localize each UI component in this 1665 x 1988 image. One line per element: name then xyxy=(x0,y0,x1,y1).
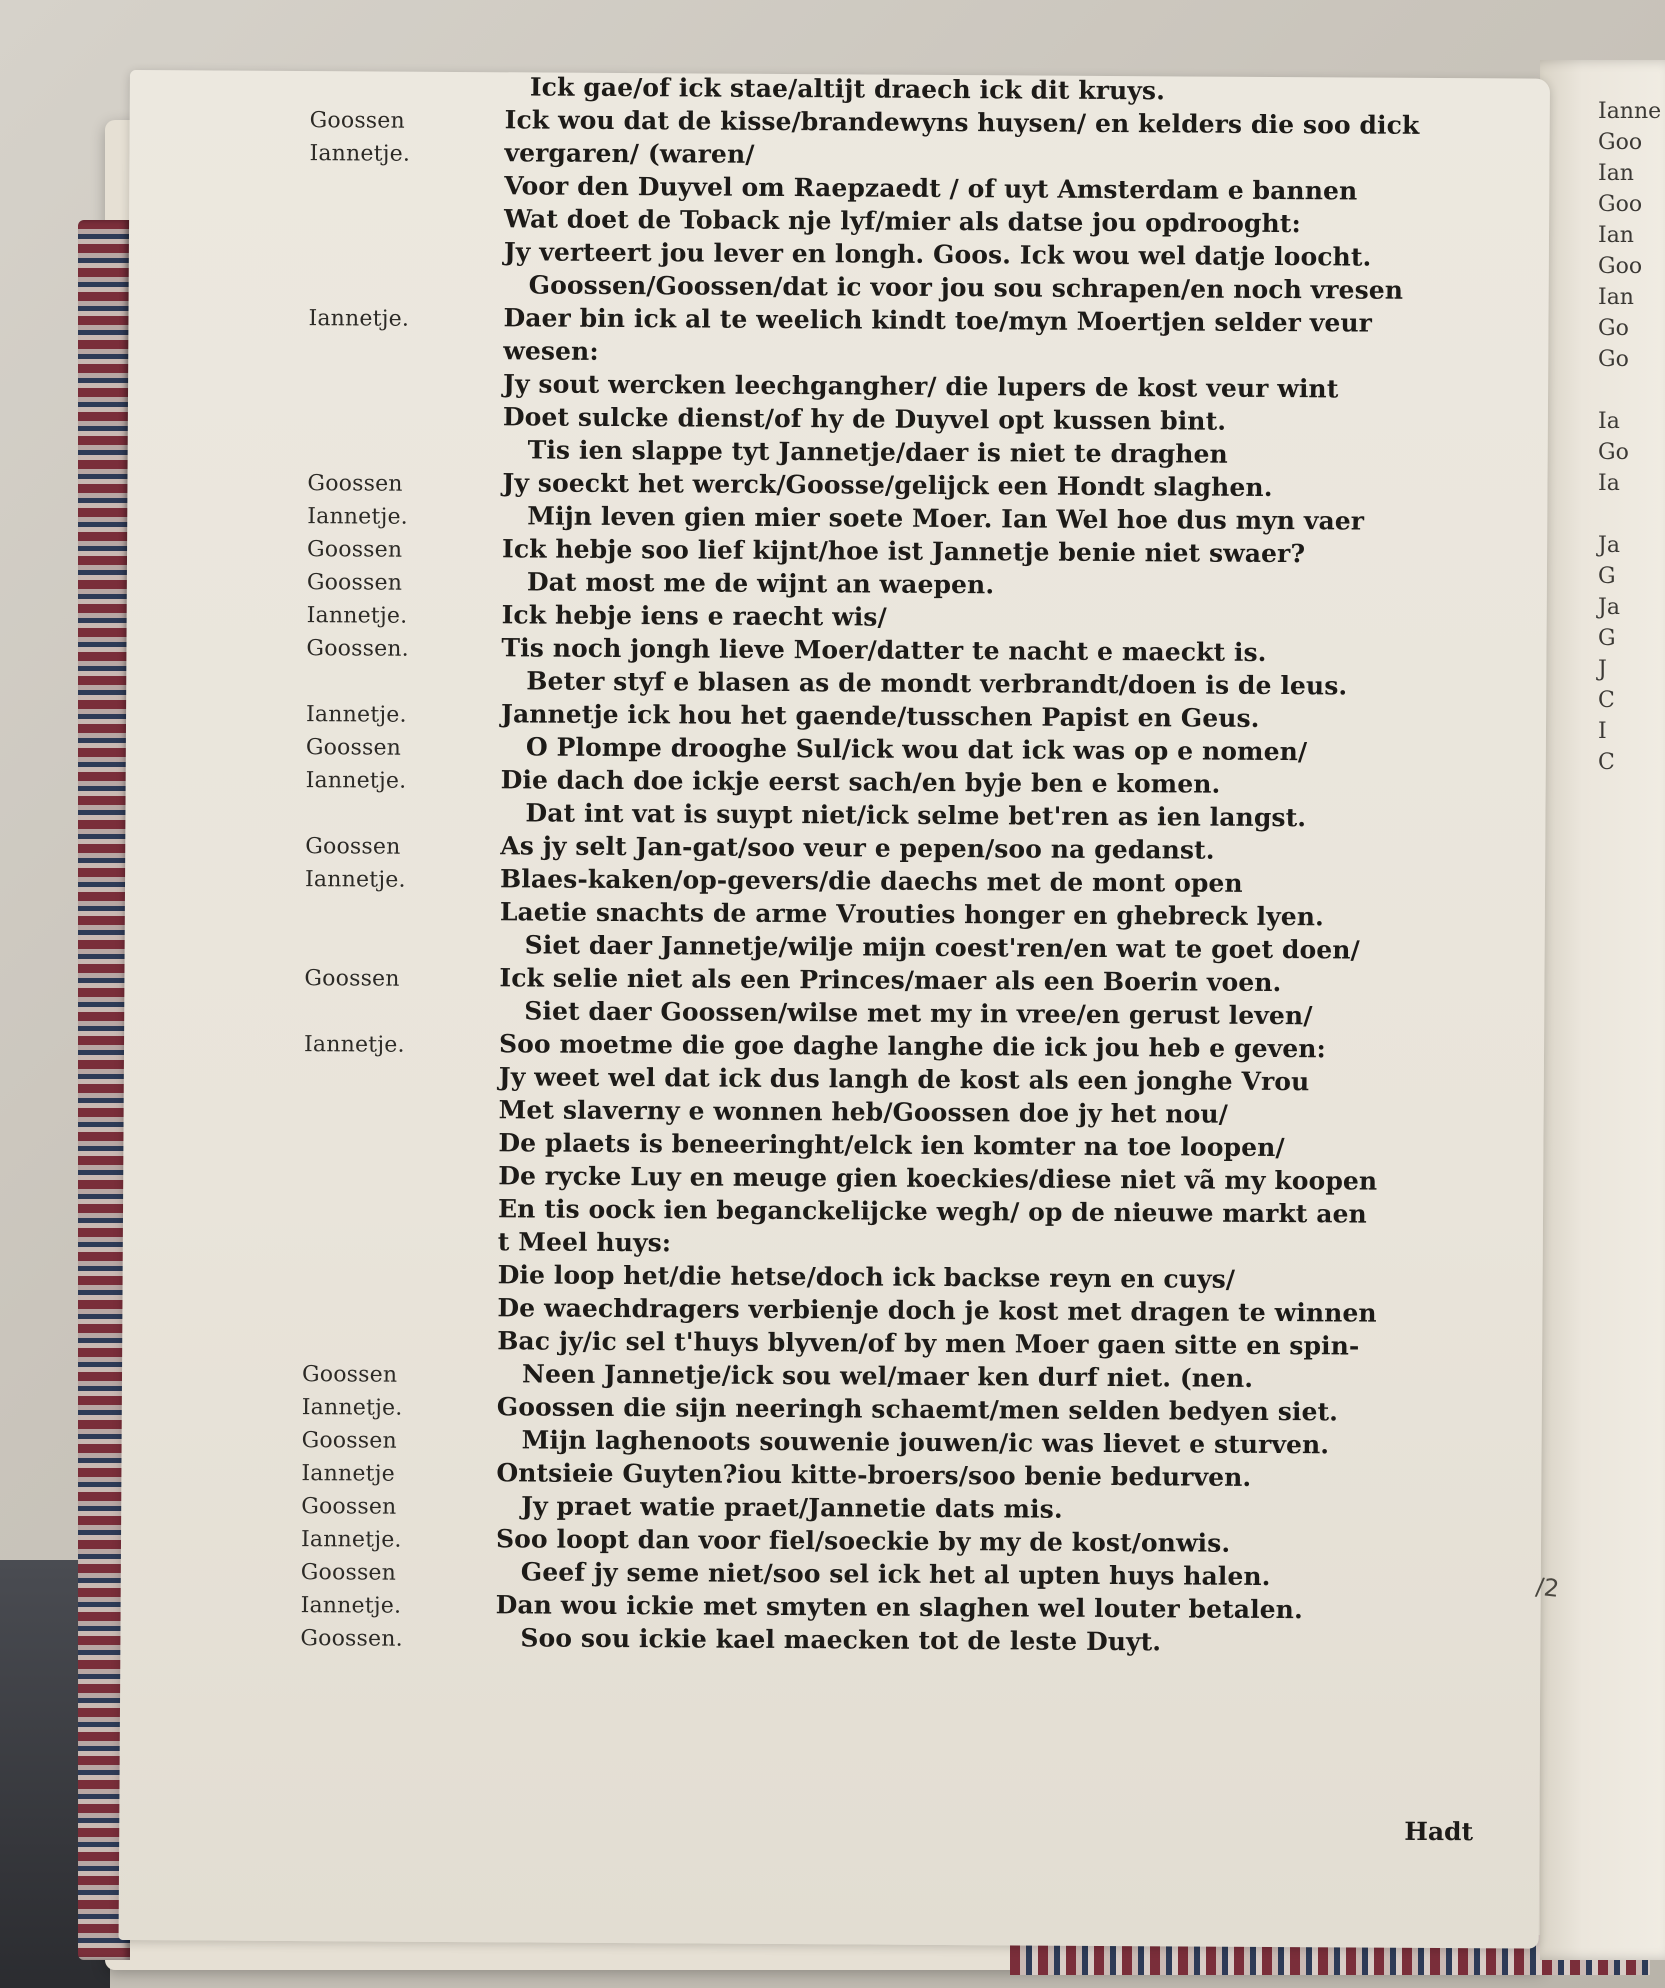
verse-text: Blaes-kaken/op-gevers/die daechs met de mont open xyxy=(499,864,1243,898)
facing-page-fragment: C xyxy=(1598,688,1615,713)
verse-text: Jy soeckt het werck/Goosse/gelijck een Hondt slaghen. xyxy=(502,468,1273,502)
verse-text: Die loop het/die hetse/doch ick backse reyn en cuys/ xyxy=(497,1260,1236,1294)
speaker-name: Goossen xyxy=(301,1362,398,1388)
verse-text: Ick hebje soo lief kijnt/hoe ist Jannetje benie niet swaer? xyxy=(501,534,1306,569)
speaker-name: Iannetje. xyxy=(301,1395,403,1421)
facing-page-fragment: Goo xyxy=(1598,130,1643,155)
speaker-name: Iannetje. xyxy=(308,306,410,332)
verse-text: Doet sulcke dienst/of hy de Duyvel opt kussen bint. xyxy=(502,402,1227,436)
speaker-name: Iannetje xyxy=(301,1461,395,1487)
speaker-name: Goossen xyxy=(305,735,402,761)
speaker-name xyxy=(304,999,454,1000)
verse-text: Daer bin ick al te weelich kindt toe/myn Moertjen selder veur xyxy=(503,303,1373,338)
verse-text: Neen Jannetje/ick sou wel/maer ken durf niet. (nen. xyxy=(521,1359,1254,1393)
verse-text: En tis oock ien beganckelijcke wegh/ op de nieuwe markt aen xyxy=(497,1194,1367,1229)
speaker-name xyxy=(308,372,458,373)
speaker-name: Iannetje. xyxy=(300,1593,402,1619)
speaker-name xyxy=(303,1164,453,1165)
verse-text: Goossen/Goossen/dat ic voor jou sou schrapen/en noch vresen xyxy=(528,270,1404,305)
verse-text: Siet daer Jannetje/wilje mijn coest'ren/en wat te goet doen/ xyxy=(524,930,1360,965)
verse-text: Mijn laghenoots souwenie jouwen/ic was lievet e sturven. xyxy=(521,1425,1330,1460)
speaker-name: Iannetje. xyxy=(306,603,408,629)
facing-page-fragment: J xyxy=(1598,657,1607,682)
facing-page-fragment: C xyxy=(1598,750,1615,775)
speaker-name xyxy=(304,1065,454,1066)
speaker-name: Goossen xyxy=(305,834,401,860)
speaker-name xyxy=(308,438,458,439)
verse-text: Bac jy/ic sel t'huys blyven/of by men Moer gaen sitte en spin- xyxy=(497,1326,1360,1361)
verse-text: De waechdragers verbienje doch je kost met dragen te winnen xyxy=(497,1293,1377,1328)
speaker-name: Goossen. xyxy=(306,636,409,662)
verse-text: O Plompe drooghe Sul/ick wou dat ick was op e nomen/ xyxy=(525,732,1308,767)
speaker-name: Goossen xyxy=(309,108,406,134)
facing-page-fragment: G xyxy=(1598,626,1616,651)
speaker-name: Iannetje. xyxy=(300,1527,402,1553)
facing-page-fragment: G xyxy=(1598,564,1616,589)
speaker-name: Iannetje. xyxy=(307,504,408,530)
speaker-name xyxy=(303,1296,453,1297)
facing-page-fragment: Ia xyxy=(1598,409,1620,434)
verse-text: wesen: xyxy=(503,336,599,366)
verse-text: Die dach doe ickje eerst sach/en byje ben e komen. xyxy=(500,765,1221,799)
facing-page-fragment: Ja xyxy=(1598,595,1620,620)
speaker-name xyxy=(303,1263,453,1264)
verse-text: t Meel huys: xyxy=(497,1227,672,1258)
speaker-name xyxy=(308,405,458,406)
speaker-name xyxy=(309,273,459,274)
speaker-name xyxy=(303,1230,453,1231)
speaker-name: Goossen xyxy=(306,537,403,563)
book-page xyxy=(119,70,1561,1949)
speaker-name xyxy=(304,1098,454,1099)
speaker-name: Goossen xyxy=(300,1560,397,1586)
verse-text: De plaets is beneeringht/elck ien komter na toe loopen/ xyxy=(498,1128,1285,1163)
facing-page-fragment xyxy=(1598,375,1665,406)
speaker-name: Goossen xyxy=(307,471,403,497)
dialogue-line xyxy=(300,1622,1545,1662)
verse-text: Ick hebje iens e raecht wis/ xyxy=(501,600,887,632)
verse-text: Soo loopt dan voor fiel/soeckie by my de kost/onwis. xyxy=(495,1524,1231,1558)
verse-text: De rycke Luy en meuge gien koeckies/diese niet vã my koopen xyxy=(498,1161,1378,1196)
speaker-name xyxy=(303,1197,453,1198)
verse-text: Beter styf e blasen as de mondt verbrandt/doen is de leus. xyxy=(526,666,1348,701)
speaker-name xyxy=(302,1329,452,1330)
verse-text: Jy sout wercken leechgangher/ die lupers de kost veur wint xyxy=(503,369,1339,404)
verse-text: Ick selie niet als een Princes/maer als een Boerin voen. xyxy=(499,963,1282,998)
speaker-name: Goossen xyxy=(301,1428,397,1454)
verse-text: Tis noch jongh lieve Moer/datter te nacht e maeckt is. xyxy=(501,633,1267,667)
speaker-name: Goossen xyxy=(301,1494,397,1520)
catchword: Hadt xyxy=(1404,1816,1474,1847)
speaker-name: Goossen xyxy=(304,966,400,992)
facing-page-fragment: Ia xyxy=(1598,471,1620,496)
facing-page-fragment: Goo xyxy=(1598,192,1643,217)
verse-text: Tis ien slappe tyt Jannetje/daer is niet te draghen xyxy=(527,435,1228,469)
verse-text: Ick wou dat de kisse/brandewyns huysen/ en kelders die soo dick xyxy=(504,105,1420,140)
facing-page-fragment: Ianne xyxy=(1598,99,1662,124)
facing-page-fragment: I xyxy=(1598,719,1607,744)
facing-page-fragment: Go xyxy=(1598,316,1629,341)
speaker-name: Goossen xyxy=(306,570,403,596)
facing-page-fragment: Goo xyxy=(1598,254,1643,279)
speaker-name xyxy=(310,75,460,76)
verse-text: Jy weet wel dat ick dus langh de kost als een jonghe Vrou xyxy=(498,1062,1310,1097)
speaker-name xyxy=(306,669,456,670)
verse-text: Dat int vat is suypt niet/ick selme bet'ren as ien langst. xyxy=(525,798,1307,833)
verse-text: Soo sou ickie kael maecken tot de leste Duyt. xyxy=(520,1623,1162,1657)
speaker-name xyxy=(305,900,455,901)
speaker-name xyxy=(304,1131,454,1132)
facing-page-fragment: Ian xyxy=(1598,223,1634,248)
speaker-name: Iannetje. xyxy=(303,1032,405,1058)
verse-text: Jy verteert jou lever en longh. Goos. Ick wou wel datje loocht. xyxy=(503,237,1372,272)
speaker-name xyxy=(309,207,459,208)
verse-text: As jy selt Jan-gat/soo veur e pepen/soo na gedanst. xyxy=(500,831,1215,865)
speaker-name: Iannetje. xyxy=(305,702,407,728)
speaker-name: Iannetje. xyxy=(305,768,407,794)
speaker-name xyxy=(306,801,456,802)
speaker-name: Iannetje. xyxy=(309,141,411,167)
facing-page-fragment xyxy=(1598,499,1665,530)
verse-text: Dan wou ickie met smyten en slaghen wel louter betalen. xyxy=(495,1590,1303,1625)
verse-text: Soo moetme die goe daghe langhe die ick jou heb e geven: xyxy=(498,1029,1326,1064)
speaker-name xyxy=(308,339,458,340)
speaker-name: Goossen. xyxy=(300,1626,403,1652)
facing-page-fragment: Ian xyxy=(1598,285,1634,310)
verse-text: Wat doet de Toback nje lyf/mier als datse jou opdrooght: xyxy=(504,204,1301,239)
handwritten-margin-note: /2 xyxy=(1534,1572,1561,1603)
facing-page-fragment: Go xyxy=(1598,440,1629,465)
verse-text: Dat most me de wijnt an waepen. xyxy=(526,567,995,600)
verse-text: Mijn leven gien mier soete Moer. Ian Wel hoe dus myn vaer xyxy=(527,501,1365,536)
facing-page-fragment: Go xyxy=(1598,347,1629,372)
speaker-name xyxy=(305,933,455,934)
verse-text: Geef jy seme niet/soo sel ick het al upten huys halen. xyxy=(520,1557,1271,1591)
speaker-name: Iannetje. xyxy=(304,867,406,893)
facing-page-fragment: Ja xyxy=(1598,533,1620,558)
verse-text: Voor den Duyvel om Raepzaedt / of uyt Amsterdam e bannen xyxy=(504,171,1358,206)
speaker-name xyxy=(309,174,459,175)
verse-text: Goossen die sijn neeringh schaemt/men selden bedyen siet. xyxy=(496,1392,1339,1427)
verse-text: Ick gae/of ick stae/altijt draech ick dit kruys. xyxy=(529,72,1166,106)
verse-text: Laetie snachts de arme Vrouties honger en ghebreck lyen. xyxy=(499,897,1324,932)
verse-text: Ontsieie Guyten?iou kitte-broers/soo benie bedurven. xyxy=(496,1458,1252,1492)
facing-page-fragments xyxy=(1598,96,1665,778)
verse-text: Jy praet watie praet/Jannetie dats mis. xyxy=(521,1491,1063,1524)
verse-text: Met slaverny e wonnen heb/Goossen doe jy het nou/ xyxy=(498,1095,1229,1129)
verse-text: Siet daer Goossen/wilse met my in vree/en gerust leven/ xyxy=(524,996,1313,1031)
facing-page-fragment: Ian xyxy=(1598,161,1634,186)
speaker-name xyxy=(309,240,459,241)
verse-text: vergaren/ (waren/ xyxy=(504,138,755,169)
verse-text: Jannetje ick hou het gaende/tusschen Papist en Geus. xyxy=(500,699,1260,733)
